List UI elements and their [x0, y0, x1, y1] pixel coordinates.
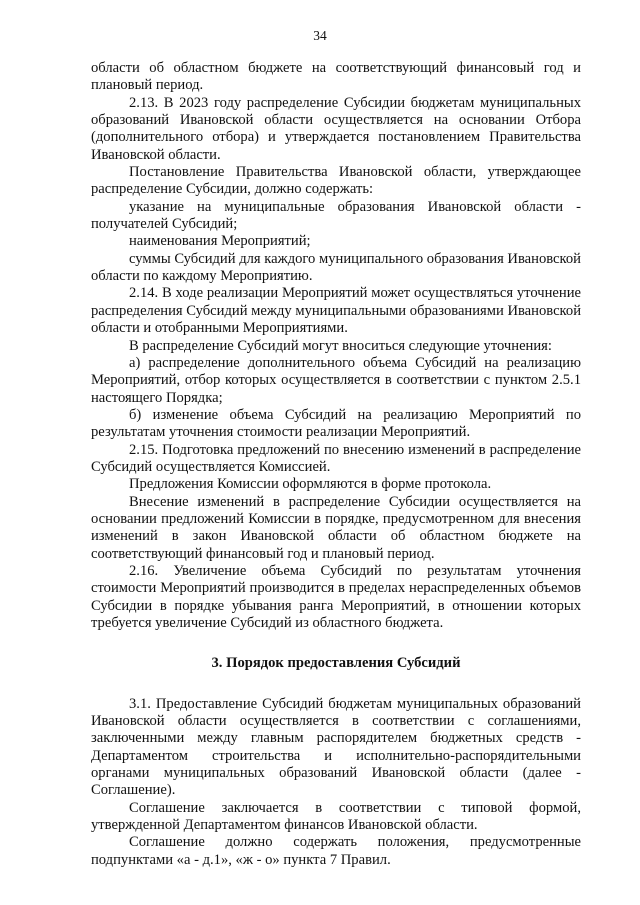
page-number: 34 — [313, 28, 327, 43]
section-3-text — [91, 696, 581, 869]
paragraph: указание на муниципальные образования Ивановской области - получателей Субсидий; — [91, 198, 581, 233]
paragraph: 2.15. Подготовка предложений по внесению изменений в распределение Субсидий осуществляется Комиссией. — [91, 441, 581, 475]
paragraph: 3.1. Предоставление Субсидий бюджетам муниципальных образований Ивановской области осуществляется в соответствии с соглашениями, заключенными между главным распорядителем бюджетных средств - Департаментом строительства и исполнительно-распорядительными органами муниципальных образований Ивановской области (далее - Соглашение). — [91, 695, 581, 799]
paragraph: области об областном бюджете на соответствующий финансовый год и плановый период. — [91, 60, 581, 94]
paragraph: 2.14. В ходе реализации Мероприятий может осуществляться уточнение распределения Субсидий между муниципальными образованиями Ивановской области и отобранными Мероприятиями. — [91, 285, 582, 337]
section-heading: 3. Порядок предоставления Субсидий — [211, 655, 461, 672]
paragraph: б) изменение объема Субсидий на реализацию Мероприятий по результатам уточнения стоимости реализации Мероприятий. — [91, 406, 581, 441]
paragraph: Предложения Комиссии оформляются в форме протокола. — [129, 476, 492, 493]
paragraph: а) распределение дополнительного объема Субсидий на реализацию Мероприятий, отбор которых осуществляется в соответствии с пунктом 2.5.1 настоящего Порядка; — [91, 354, 581, 406]
paragraph: 2.16. Увеличение объема Субсидий по результатам уточнения стоимости Мероприятий производится в пределах нераспределенных объемов Субсидии в порядке убывания ранга Мероприятий, в отношении которых требуется увеличение Субсидий из областного бюджета. — [91, 562, 581, 631]
paragraph: Соглашение должно содержать положения, предусмотренные подпунктами «а - д.1», «ж - о» пункта 7 Правил. — [91, 834, 581, 868]
paragraph: 2.13. В 2023 году распределение Субсидии бюджетам муниципальных образований Ивановской области осуществляется на основании Отбора (дополнительного отбора) и утверждается постановлением Правительства Ивановской области. — [91, 94, 581, 163]
section-2-text — [91, 60, 581, 632]
paragraph: Внесение изменений в распределение Субсидии осуществляется на основании предложений Комиссии в порядке, предусмотренном для внесения изменений в закон Ивановской области об областном бюджете на соответствующий финансовый год и плановый период. — [91, 493, 581, 562]
document-body — [91, 60, 581, 869]
paragraph: суммы Субсидий для каждого муниципального образования Ивановской области по каждому Мероприятию. — [91, 250, 581, 285]
paragraph: Постановление Правительства Ивановской области, утверждающее распределение Субсидии, должно содержать: — [91, 164, 581, 198]
paragraph: В распределение Субсидий могут вноситься следующие уточнения: — [129, 337, 552, 354]
paragraph: Соглашение заключается в соответствии с типовой формой, утвержденной Департаментом финансов Ивановской области. — [91, 799, 581, 834]
paragraph: наименования Мероприятий; — [129, 233, 311, 250]
